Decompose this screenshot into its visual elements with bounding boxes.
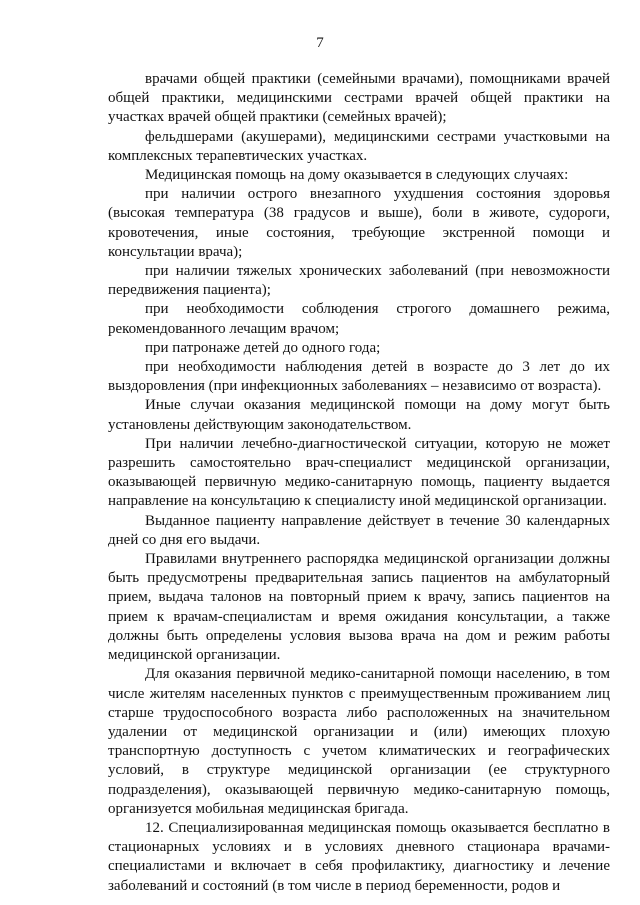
paragraph: При наличии лечебно-диагностической ситуации, которую не может разрешить самостоятельно врач-специалист медицинской организации, оказывающей первичную медико-санитарную помощь, пациенту выдается направление на консультацию к специалисту иной медицинской организации. (108, 435, 610, 510)
paragraph: Медицинская помощь на дому оказывается в следующих случаях: (145, 167, 569, 184)
paragraph: при наличии острого внезапного ухудшения состояния здоровья (высокая температура (38 градусов и выше), боли в животе, судороги, кровотечения, иные состояния, требующие экстренной помощи и консультации врача); (108, 186, 610, 260)
paragraph: Для оказания первичной медико-санитарной помощи населению, в том числе жителям населенных пунктов с преимущественным проживанием лиц старше трудоспособного возраста либо расположенных на значительном удалении от медицинской организации и (или) имеющих плохую транспортную доступность с учетом климатических и географических условий, в структуре медицинской организации (ее структурного подразделения), оказывающей первичную медико-санитарную помощь, организуется мобильная медицинская бригада. (108, 666, 610, 817)
paragraph: врачами общей практики (семейными врачами), помощниками врачей общей практики, медицинскими сестрами врачей общей практики на участках врачей общей практики (семейных врачей); (108, 71, 610, 126)
paragraph: Выданное пациенту направление действует в течение 30 календарных дней со дня его выдачи. (108, 512, 610, 548)
document-body (108, 70, 610, 896)
paragraph: фельдшерами (акушерами), медицинскими сестрами участковыми на комплексных терапевтических участках. (108, 128, 610, 164)
paragraph: Правилами внутреннего распорядка медицинской организации должны быть предусмотрены предварительная запись пациентов на амбулаторный прием, выдача талонов на повторный прием к врачу, запись пациентов на прием к врачам-специалистам и время ожидания консультации, а также должны быть определены условия вызова врача на дом и режим работы медицинской организации. (108, 551, 610, 664)
paragraph: при необходимости наблюдения детей в возрасте до 3 лет до их выздоровления (при инфекционных заболеваниях – независимо от возраста). (108, 359, 610, 395)
paragraph: Иные случаи оказания медицинской помощи на дому могут быть установлены действующим законодательством. (108, 397, 610, 433)
paragraph: 12. Специализированная медицинская помощь оказывается бесплатно в стационарных условиях и в условиях дневного стационара врачами-специалистами и включает в себя профилактику, диагностику и лечение заболеваний и состояний (в том числе в период беременности, родов и (108, 819, 610, 894)
paragraph: при наличии тяжелых хронических заболеваний (при невозможности передвижения пациента); (108, 263, 610, 299)
paragraph: при патронаже детей до одного года; (145, 339, 381, 356)
paragraph: при необходимости соблюдения строгого домашнего режима, рекомендованного лечащим врачом; (108, 301, 610, 337)
page-number: 7 (316, 35, 324, 51)
